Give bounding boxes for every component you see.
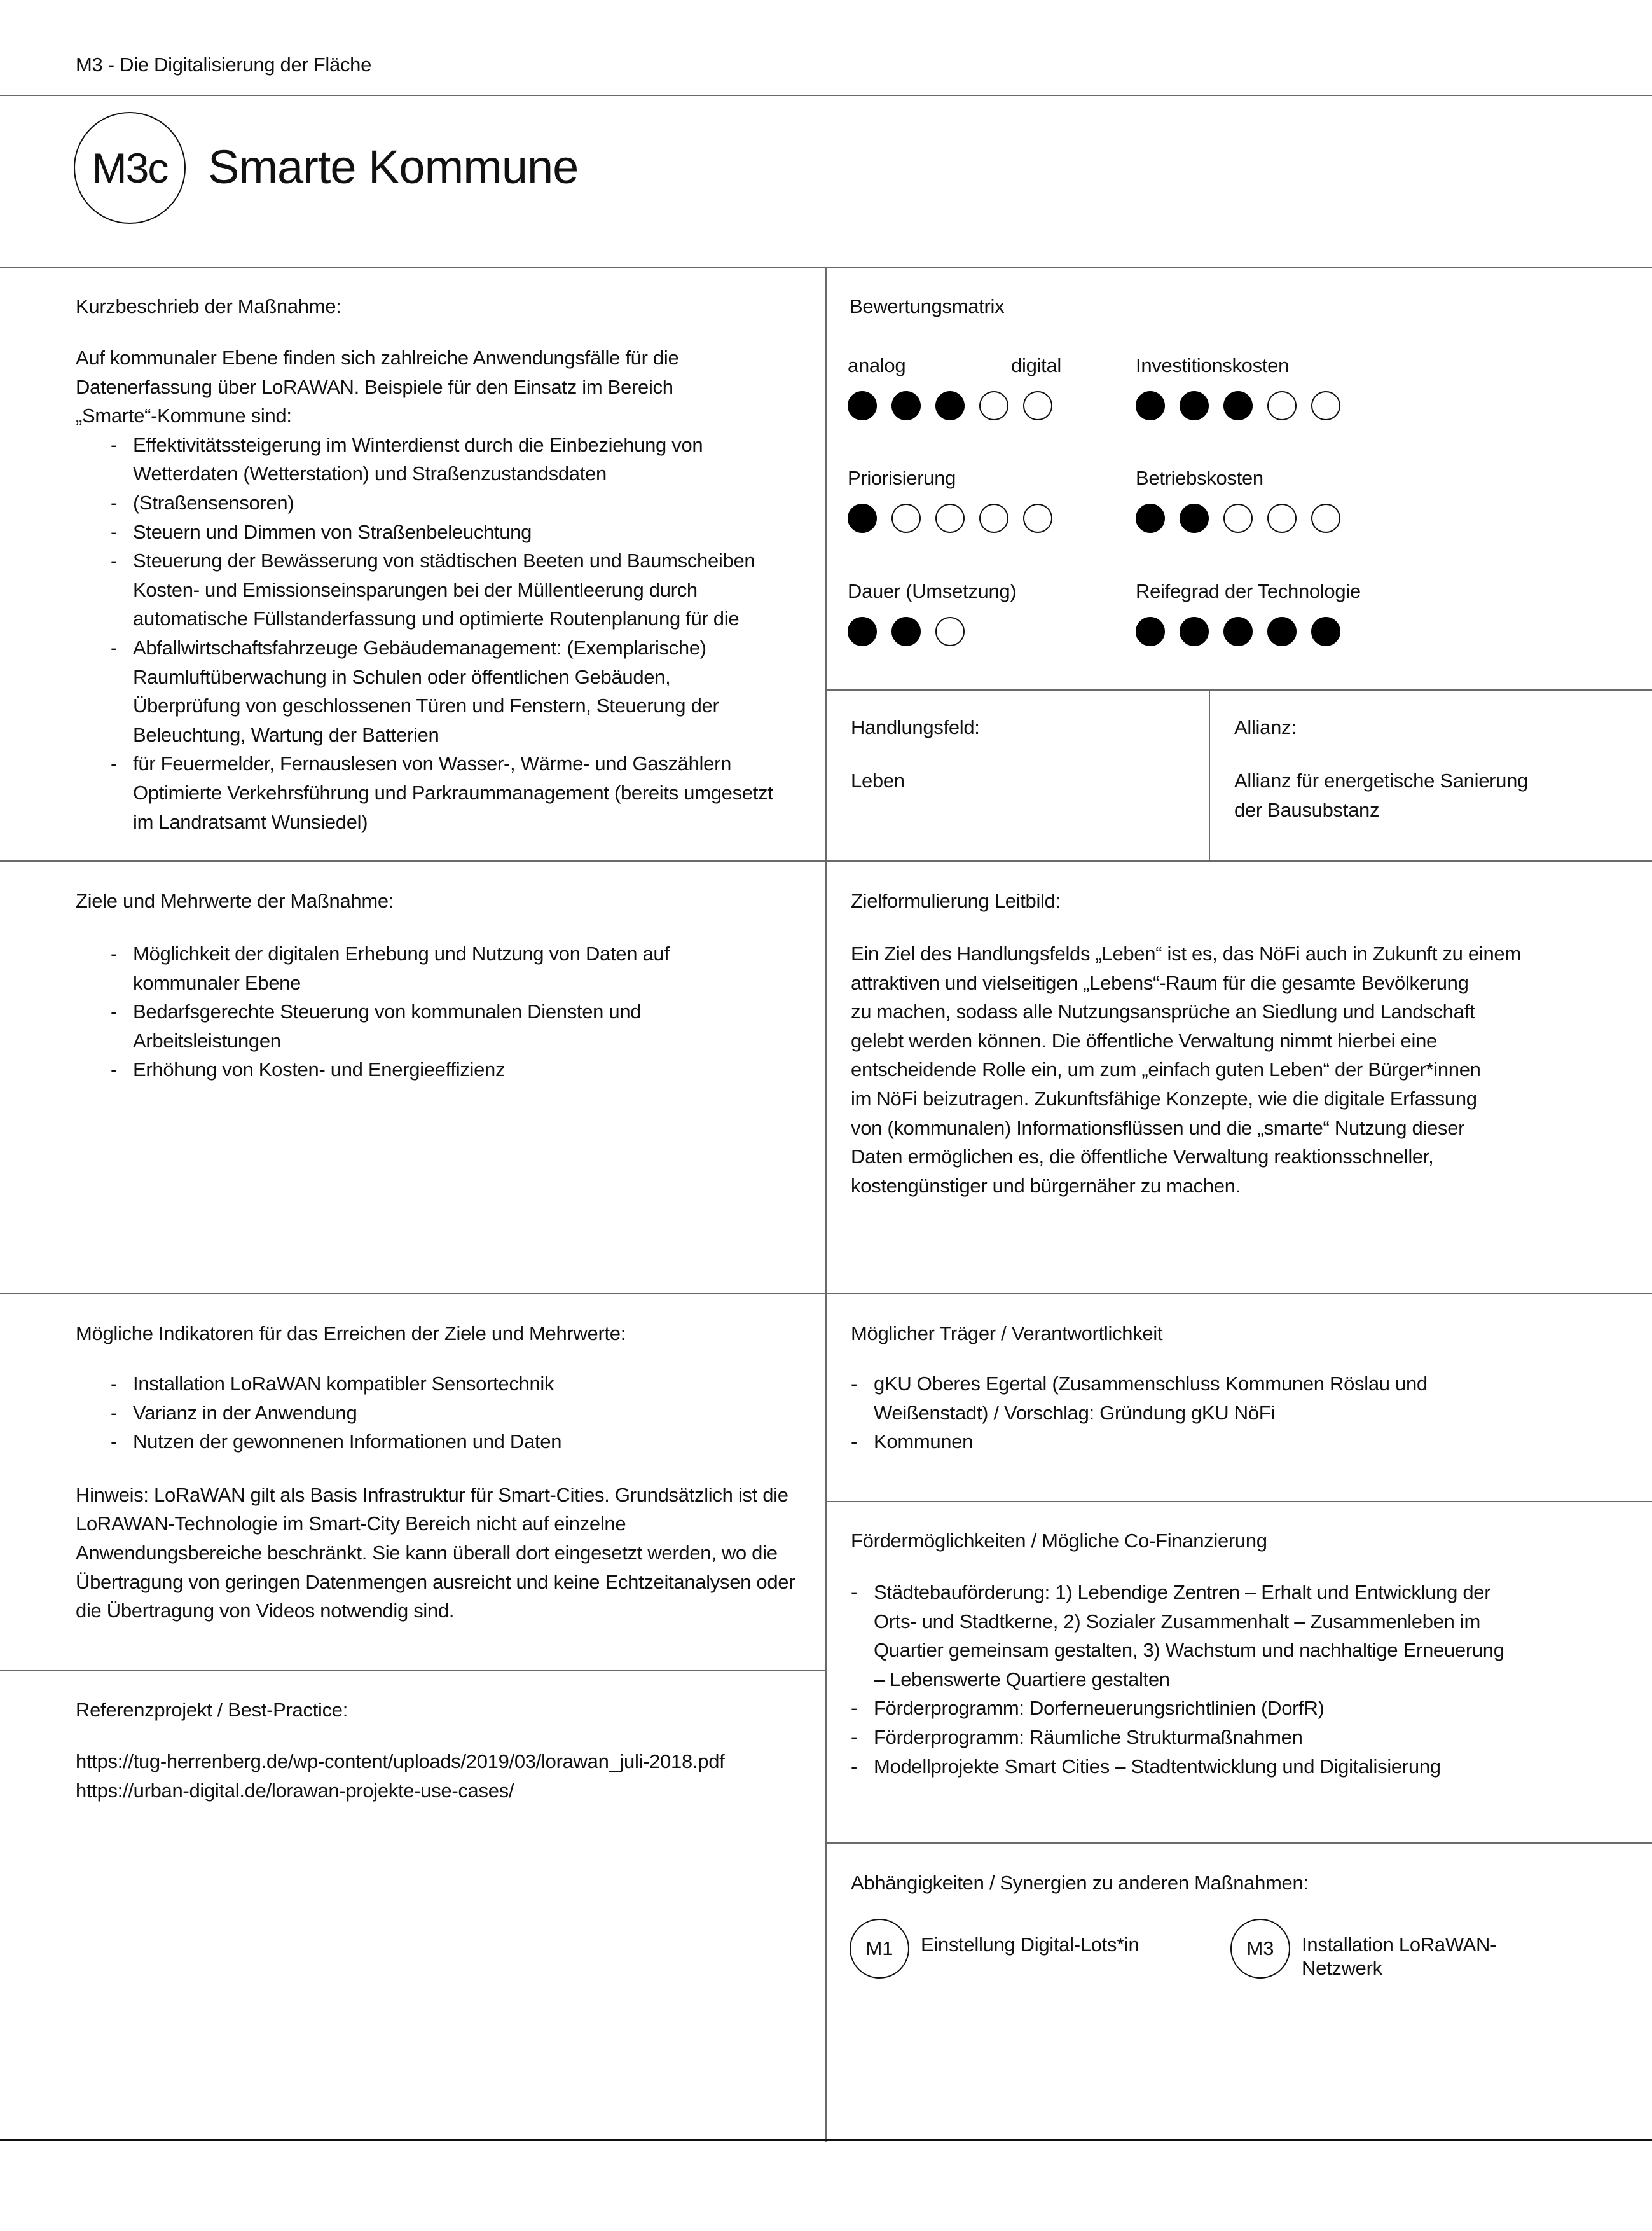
dependency-label: Installation LoRaWAN-Netzwerk — [1302, 1933, 1497, 1979]
list-item: - Bedarfsgerechte Steuerung von kommunalen Diensten und Arbeitsleistungen — [76, 997, 705, 1055]
rating-dot-filled — [1311, 617, 1340, 646]
measure-code: M3c — [92, 144, 168, 191]
rating-dot-filled — [848, 391, 877, 420]
rating-dot-empty — [935, 617, 965, 646]
rating-dot-empty — [1267, 504, 1297, 533]
left-divider-2 — [0, 1670, 825, 1671]
rating-betriebskosten — [1136, 466, 1403, 533]
traeger-list — [851, 1369, 1442, 1456]
list-item: - Kommunen — [851, 1427, 1442, 1456]
rating-label — [848, 466, 1115, 491]
list-item: - Installation LoRaWAN kompatibler Sensortechnik — [76, 1369, 813, 1399]
rating-dot-filled — [1180, 504, 1209, 533]
text-line: zu machen, sodass alle Nutzungsansprüche an Siedlung und Landschaft — [851, 1000, 1475, 1023]
handlungsfeld-value: Leben — [851, 770, 905, 792]
right-divider-3 — [825, 1501, 1652, 1502]
rating-dot-filled — [1223, 391, 1253, 420]
handlungsfeld-divider — [1209, 689, 1210, 861]
rating-dot-filled — [1136, 391, 1165, 420]
reference-link-1[interactable]: https://tug-herrenberg.de/wp-content/uploads/2019/03/lorawan_juli-2018.pdf — [76, 1750, 725, 1772]
right-divider-2 — [825, 860, 1652, 862]
list-item: - Modellprojekte Smart Cities – Stadtentwicklung und Digitalisierung — [851, 1752, 1525, 1781]
rating-dot-filled — [1180, 391, 1209, 420]
hinweis-text: Hinweis: LoRaWAN gilt als Basis Infrastruktur für Smart-Cities. Grundsätzlich ist die LoRAWAN-Technologie im Smart-City Bereich nicht auf einzelne Anwendungsbereiche beschränkt. Sie kann überall dort eingesetzt werden, wo die Übertragung von geringen Datenmengen ausreicht und keine Echtzeitanalysen oder die Übertragung von Videos notwendig sind. — [76, 1483, 795, 1622]
middle-divider — [0, 1293, 1652, 1294]
rating-dot-filled — [891, 391, 921, 420]
rating-investitionskosten — [1136, 353, 1403, 420]
dependency-m1[interactable] — [850, 1919, 1139, 1979]
list-item: - gKU Oberes Egertal (Zusammenschluss Kommunen Röslau und Weißenstadt) / Vorschlag: Gründung gKU NöFi — [851, 1369, 1442, 1427]
rating-dot-filled — [1223, 617, 1253, 646]
rating-label-right: digital — [1011, 354, 1061, 376]
dependency-code-badge: M1 — [850, 1919, 909, 1979]
rating-dot-filled — [1136, 617, 1165, 646]
dependency-code-badge: M3 — [1230, 1919, 1290, 1979]
dependency-label: Einstellung Digital-Lots*in — [921, 1933, 1139, 1956]
rating-label — [848, 353, 1061, 378]
rating-reifegrad-der-technologie — [1136, 579, 1403, 646]
text-line: attraktiven und vielseitigen „Lebens“-Raum für die gesamte Bevölkerung — [851, 971, 1469, 994]
rating-dots — [1136, 617, 1403, 646]
bottom-divider — [0, 2139, 1652, 2141]
list-item: - Nutzen der gewonnenen Informationen und Daten — [76, 1427, 813, 1456]
rating-label-left: Dauer (Umsetzung) — [848, 580, 1017, 602]
list-item: - Möglichkeit der digitalen Erhebung und Nutzung von Daten auf kommunaler Ebene — [76, 939, 750, 997]
left-divider-1 — [0, 860, 825, 862]
list-item: - Abfallwirtschaftsfahrzeuge Gebäudemanagement: (Exemplarische) Raumluftüberwachung in Schulen oder öffentlichen Gebäuden, Überprüfung von geschlossenen Türen und Fenstern, Steuerung der Beleuchtung, Wartung der Batterien — [76, 633, 781, 749]
rating-dot-filled — [1267, 617, 1297, 646]
rating-dot-empty — [1023, 504, 1052, 533]
abhaengigkeiten-heading: Abhängigkeiten / Synergien zu anderen Maßnahmen: — [851, 1872, 1309, 1894]
text-line: Daten ermöglichen es, die öffentliche Verwaltung reaktionsschneller, — [851, 1145, 1434, 1168]
ziele-list — [76, 939, 750, 1084]
section-heading: Kurzbeschrieb der Maßnahme: — [76, 295, 341, 317]
leitbild-text — [851, 939, 1627, 1200]
dependency-m3[interactable] — [1230, 1919, 1531, 1980]
list-item: - Effektivitätssteigerung im Winterdienst durch die Einbeziehung von Wetterdaten (Wetterstation) und Straßenzustandsdaten — [76, 431, 724, 488]
rating-dot-empty — [891, 504, 921, 533]
leitbild-section — [851, 888, 1627, 1200]
foerder-list — [851, 1578, 1525, 1781]
text-line: gelebt werden können. Die öffentliche Verwaltung nimmt hierbei eine — [851, 1029, 1437, 1052]
allianz-heading: Allianz: — [1234, 716, 1297, 738]
rating-dauer-umsetzung- — [848, 579, 1115, 646]
breadcrumb: M3 - Die Digitalisierung der Fläche — [76, 53, 372, 76]
rating-dots — [848, 504, 1115, 533]
rating-dot-filled — [935, 391, 965, 420]
use-case-list — [76, 431, 813, 836]
section-heading: Möglicher Träger / Verantwortlichkeit — [851, 1322, 1163, 1344]
text-line: Ein Ziel des Handlungsfelds „Leben“ ist es, das NöFi auch in Zukunft zu einem — [851, 943, 1521, 965]
matrix-heading: Bewertungsmatrix — [850, 295, 1005, 317]
rating-dot-filled — [848, 617, 877, 646]
referenz-section — [76, 1697, 813, 1805]
rating-label — [1136, 353, 1403, 378]
rating-dots — [1136, 504, 1403, 533]
handlungsfeld-heading: Handlungsfeld: — [851, 716, 980, 738]
list-item: - (Straßensensoren) — [76, 488, 813, 518]
text-line: im NöFi beizutragen. Zukunftsfähige Konzepte, wie die digitale Erfassung — [851, 1087, 1477, 1110]
rating-label — [1136, 579, 1403, 604]
right-divider-4 — [825, 1842, 1652, 1844]
rating-dot-filled — [1136, 504, 1165, 533]
section-heading: Fördermöglichkeiten / Mögliche Co-Finanzierung — [851, 1530, 1267, 1552]
rating-dot-empty — [1023, 391, 1052, 420]
reference-links — [76, 1747, 785, 1805]
top-divider — [0, 95, 1652, 96]
list-item: - Städtebauförderung: 1) Lebendige Zentren – Erhalt und Entwicklung der Orts- und Stadtkerne, 2) Sozialer Zusammenhalt – Zusammenleben im Quartier gemeinsam gestalten, 3) Wachstum und nachhaltige Erneuerung – Lebenswerte Quartiere gestalten — [851, 1578, 1510, 1694]
rating-priorisierung — [848, 466, 1115, 533]
rating-dots — [1136, 391, 1403, 420]
foerder-section — [851, 1528, 1627, 1781]
rating-dot-empty — [1267, 391, 1297, 420]
list-item: - Steuerung der Bewässerung von städtischen Beeten und Baumscheiben Kosten- und Emissionseinsparungen bei der Müllentleerung durch automatische Füllstanderfassung und optimierte Routenplanung für die — [76, 546, 794, 633]
measure-code-badge — [74, 112, 186, 224]
text-line: entscheidende Rolle ein, um zum „einfach guten Leben“ der Bürger*innen — [851, 1058, 1481, 1081]
rating-analog — [848, 353, 1115, 420]
section-heading: Zielformulierung Leitbild: — [851, 890, 1061, 912]
rating-label-left: Investitionskosten — [1136, 354, 1290, 376]
column-divider — [825, 267, 827, 2142]
rating-dots — [848, 391, 1115, 420]
kurzbeschrieb-section — [76, 294, 813, 836]
indikatoren-list — [76, 1369, 813, 1456]
rating-label-left: Reifegrad der Technologie — [1136, 580, 1361, 602]
section-heading: Mögliche Indikatoren für das Erreichen der Ziele und Mehrwerte: — [76, 1322, 626, 1344]
rating-dot-empty — [1223, 504, 1253, 533]
allianz-line-2: der Bausubstanz — [1234, 798, 1380, 821]
rating-dot-filled — [891, 617, 921, 646]
rating-label-left: Priorisierung — [848, 467, 956, 489]
rating-label-left: Betriebskosten — [1136, 467, 1263, 489]
ziele-section — [76, 888, 813, 1084]
allianz-line-1: Allianz für energetische Sanierung — [1234, 770, 1528, 792]
rating-dot-empty — [1311, 504, 1340, 533]
rating-label-left: analog — [848, 354, 906, 376]
rating-dot-empty — [935, 504, 965, 533]
section-heading: Ziele und Mehrwerte der Maßnahme: — [76, 890, 394, 912]
rating-dot-empty — [1311, 391, 1340, 420]
list-item: - für Feuermelder, Fernauslesen von Wasser-, Wärme- und Gaszählern Optimierte Verkehrsführung und Parkraummanagement (bereits umgesetzt im Landratsamt Wunsiedel) — [76, 749, 775, 836]
list-item: - Erhöhung von Kosten- und Energieeffizienz — [76, 1055, 750, 1084]
rating-dot-empty — [979, 504, 1008, 533]
rating-dots — [848, 617, 1115, 646]
intro-text: Auf kommunaler Ebene finden sich zahlreiche Anwendungsfälle für die Datenerfassung über LoRAWAN. Beispiele für den Einsatz im Bereich „Smarte“-Kommune sind: — [76, 347, 679, 427]
rating-label — [848, 579, 1115, 604]
section-heading: Referenzprojekt / Best-Practice: — [76, 1699, 348, 1721]
reference-link-2[interactable]: https://urban-digital.de/lorawan-projekte-use-cases/ — [76, 1779, 514, 1802]
list-item: - Förderprogramm: Räumliche Strukturmaßnahmen — [851, 1723, 1525, 1752]
text-line: kostengünstiger und bürgernäher zu machen. — [851, 1174, 1241, 1197]
allianz-value — [1234, 766, 1528, 824]
list-item: - Förderprogramm: Dorferneuerungsrichtlinien (DorfR) — [851, 1694, 1525, 1723]
page-title: Smarte Kommune — [208, 141, 579, 193]
indikatoren-section — [76, 1321, 813, 1626]
rating-label — [1136, 466, 1403, 491]
rating-dot-empty — [979, 391, 1008, 420]
text-line: von (kommunalen) Informationsflüssen und die „smarte“ Nutzung dieser — [851, 1116, 1465, 1139]
rating-dot-filled — [848, 504, 877, 533]
list-item: - Varianz in der Anwendung — [76, 1399, 813, 1428]
traeger-section — [851, 1321, 1627, 1456]
right-divider-1 — [825, 689, 1652, 691]
list-item: - Steuern und Dimmen von Straßenbeleuchtung — [76, 518, 813, 547]
rating-dot-filled — [1180, 617, 1209, 646]
